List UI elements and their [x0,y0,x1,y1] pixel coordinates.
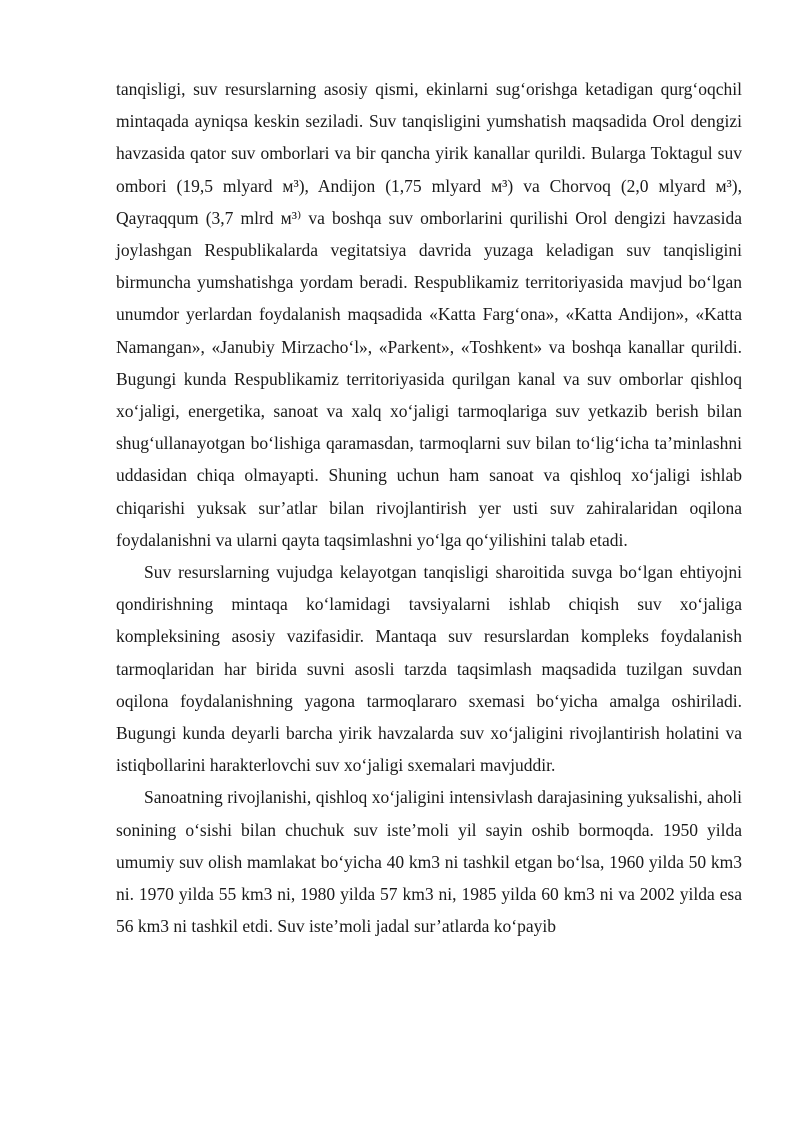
paragraph-2: Suv resurslarning vujudga kelayotgan tanqisligi sharoitida suvga bo‘lgan ehtiyojni qondirishning mintaqa ko‘lamidagi tavsiyalarni ishlab chiqish suv xo‘jaliga kompleksining asosiy vazifasidir. Mantaqa suv resurslardan kompleks foydalanish tarmoqlaridan har birida suvni asosli tarzda taqsimlash maqsadida tuzilgan suvdan oqilona foydalanishning yagona tarmoqlararo sxemasi bo‘yicha amalga oshiriladi. Bugungi kunda deyarli barcha yirik havzalarda suv xo‘jaligini rivojlantirish holatini va istiqbollarini harakterlovchi suv xo‘jaligi sxemalari mavjuddir. [116,562,742,776]
document-page [116,73,742,942]
paragraph-3: Sanoatning rivojlanishi, qishloq xo‘jaligini intensivlash darajasining yuksalishi, aholi sonining o‘sishi bilan chuchuk suv iste’moli yil sayin oshib bormoqda. 1950 yilda umumiy suv olish mamlakat bo‘yicha 40 km3 ni tashkil etgan bo‘lsa, 1960 yilda 50 km3 ni. 1970 yilda 55 km3 ni, 1980 yilda 57 km3 ni, 1985 yilda 60 km3 ni va 2002 yilda esa 56 km3 ni tashkil etdi. Suv iste’moli jadal sur’atlarda ko‘payib [116,787,742,937]
paragraph-1: tanqisligi, suv resurslarning asosiy qismi, ekinlarni sug‘orishga ketadigan qurg‘oqchil mintaqada ayniqsa keskin seziladi. Suv tanqisligini yumshatish maqsadida Orol dengizi havzasida qator suv omborlari va bir qancha yirik kanallar qurildi. Bularga Toktagul suv ombori (19,5 mlyard м³), Andijon (1,75 mlyard м³) va Chorvoq (2,0 мlyard м³), Qayraqqum (3,7 mlrd м³⁾ va boshqa suv omborlarini qurilishi Orol dengizi havzasida joylashgan Respublikalarda vegitatsiya davrida yuzaga keladigan suv tanqisligini birmuncha yumshatishga yordam beradi. Respublikamiz territoriyasida mavjud bo‘lgan unumdor yerlardan foydalanish maqsadida «Katta Farg‘ona», «Katta Andijon», «Katta Namangan», «Janubiy Mirzacho‘l», «Parkent», «Toshkent» va boshqa kanallar qurildi. Bugungi kunda Respublikamiz territoriyasida qurilgan kanal va suv omborlar qishloq xo‘jaligi, energetika, sanoat va xalq xo‘jaligi tarmoqlariga suv yetkazib berish bilan shug‘ullanayotgan bo‘lishiga qaramasdan, tarmoqlarni suv bilan to‘lig‘icha ta’minlashni uddasidan chiqa olmayapti. Shuning uchun ham sanoat va qishloq xo‘jaligi ishlab chiqarishi yuksak sur’atlar bilan rivojlantirish yer usti suv zahiralaridan oqilona foydalanishni va ularni qayta taqsimlashni yo‘lga qo‘yilishini talab etadi. [116,79,742,550]
